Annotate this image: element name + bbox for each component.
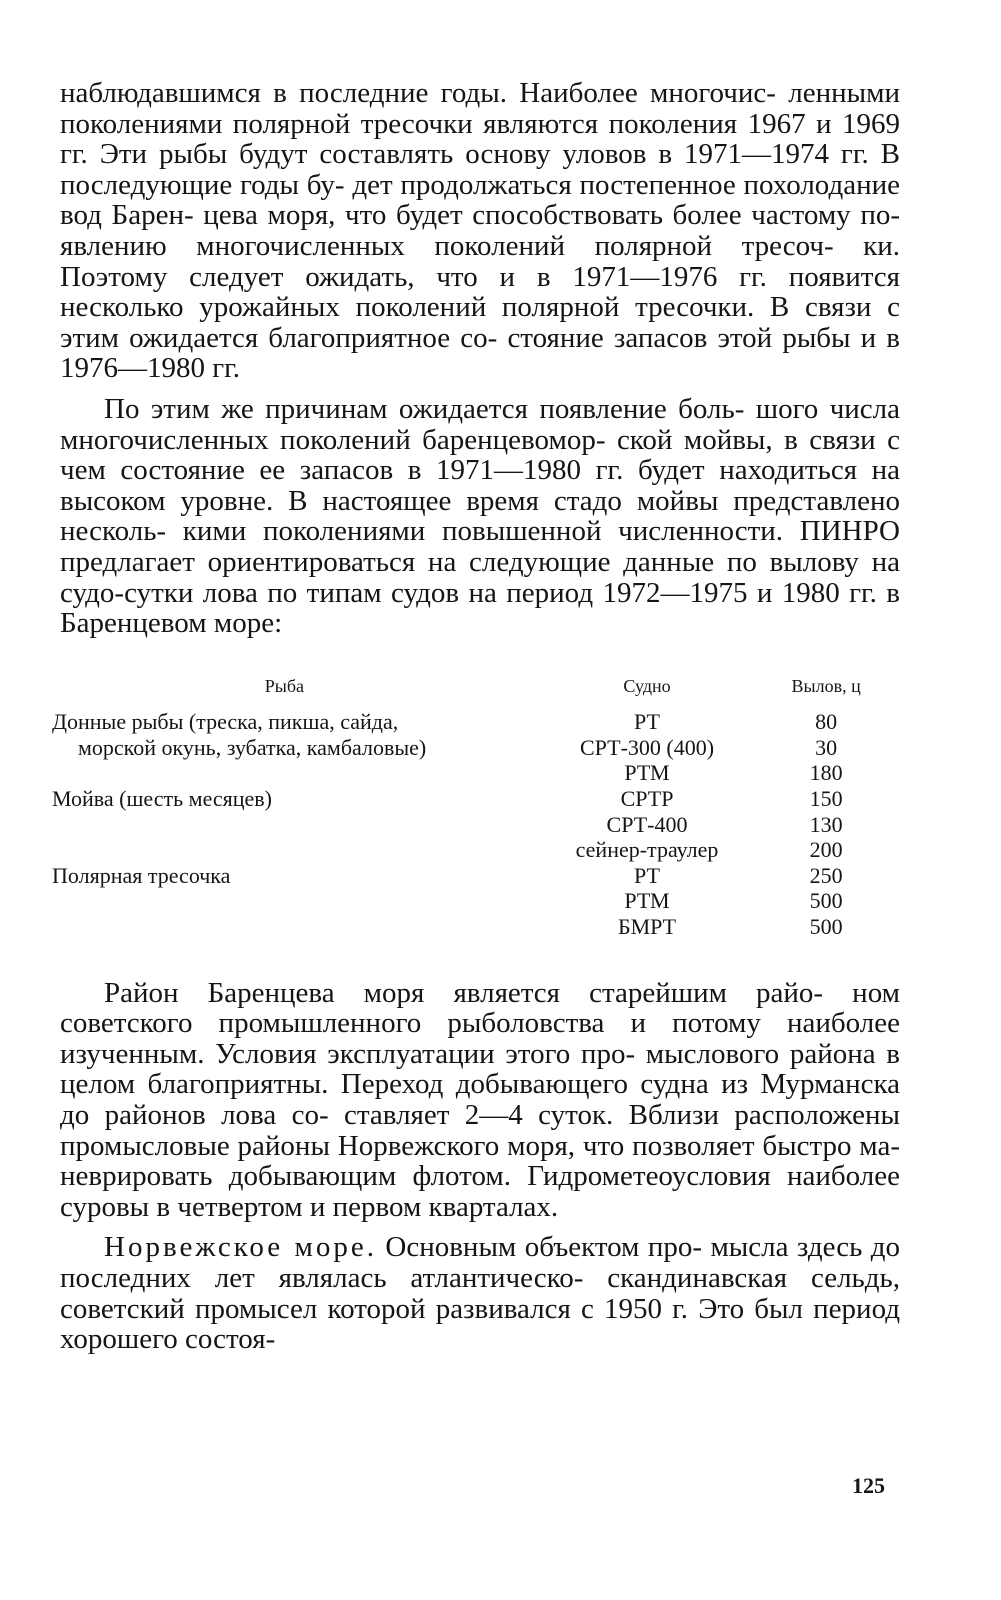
text-line: В настоящее время стадо мойвы представлено несколь- — [60, 484, 900, 548]
cell-fish: Полярная тресочка — [52, 862, 231, 888]
text-line: цева моря, что будет способствовать более частому по- — [203, 199, 900, 232]
header-catch: Вылов, ц — [791, 675, 861, 696]
text-line: дет продолжаться постепенное похолодание вод Барен- — [60, 168, 900, 232]
cell-vessel: РТМ — [624, 888, 670, 914]
cell-fish — [52, 837, 536, 863]
table-row — [52, 735, 894, 761]
cell-vessel: СРТР — [620, 786, 674, 812]
text-line: Основным объектом про- — [376, 1231, 703, 1264]
paragraph-barents-region — [60, 978, 900, 1223]
text-line: наиболее изученным. Условия эксплуатации этого про- — [60, 1007, 901, 1070]
cell-fish — [52, 812, 536, 838]
text-line: кими поколениями повышенной численности. ПИНРО — [182, 515, 901, 548]
header-vessel: Судно — [623, 675, 671, 696]
text-line: наблюдавшимся в последние годы. Наиболее многочис- — [60, 77, 776, 109]
text-line: Район Баренцева моря является старейшим райо- — [104, 976, 824, 1009]
table-row — [52, 760, 894, 786]
table-row — [52, 786, 894, 812]
cell-catch: 250 — [809, 862, 843, 888]
text-line: мысла здесь до последних лет являлась атлантическо- — [60, 1231, 900, 1294]
header-fish: Рыба — [264, 675, 305, 696]
text-line: стояние запасов этой рыбы и в 1976—1980 гг. — [60, 321, 900, 385]
paragraph-norwegian-sea — [60, 1232, 900, 1354]
cell-fish: Мойва (шесть месяцев) — [52, 786, 273, 812]
text-line: шого числа многочисленных поколений баренцевомор- — [60, 392, 901, 456]
cell-catch: 80 — [815, 709, 838, 735]
text-line: основу уловов в 1971—1974 гг. В последующие годы бу- — [60, 138, 900, 201]
text-line: ленными поколениями полярной тресочки являются — [60, 77, 900, 140]
table-row — [52, 888, 894, 914]
cell-catch: 500 — [809, 888, 843, 914]
text-line: ки. Поэтому следует ожидать, что и в 1971—1976 гг. — [60, 229, 901, 293]
cell-vessel: БМРТ — [617, 914, 677, 940]
table-header-row — [52, 673, 894, 710]
catch-rates-table — [52, 673, 894, 940]
text-line: поколения 1967 и 1969 гг. Эти рыбы будут составлять — [60, 107, 901, 171]
cell-catch: 150 — [809, 786, 843, 812]
text-line: добывающего судна из Мурманска до районов лова со- — [60, 1068, 901, 1131]
paragraph-polar-cod — [60, 78, 900, 384]
cell-catch: 30 — [815, 734, 838, 760]
cell-vessel: РТ — [634, 862, 660, 888]
paragraph-capelin — [60, 394, 900, 639]
cell-catch: 500 — [809, 914, 843, 940]
text-line: наиболее суровы в четвертом и первом кварталах. — [60, 1160, 901, 1223]
text-line: 1971—1980 гг. будет находиться на высоком уровне. — [60, 454, 901, 517]
cell-catch: 180 — [809, 760, 843, 786]
text-line: ставляет 2—4 суток. Вблизи расположены промысловые — [60, 1099, 901, 1162]
cell-fish: морской окунь, зубатка, камбаловые) — [78, 734, 427, 760]
section-heading-spaced: Норвежское море. — [104, 1231, 377, 1264]
cell-fish — [52, 914, 536, 940]
cell-vessel: сейнер-траулер — [575, 837, 719, 863]
text-line: ской мойвы, в связи с чем состояние ее запасов в — [60, 423, 901, 487]
text-line: вылову на судо-сутки лова по типам судов на период — [60, 545, 901, 609]
cell-vessel: РТ — [634, 709, 660, 735]
book-page — [52, 77, 901, 1356]
text-line: явлению многочисленных поколений полярной тресоч- — [60, 229, 834, 262]
cell-fish — [52, 888, 536, 914]
text-line: районы Норвежского моря, что позволяет быстро ма- — [237, 1129, 900, 1162]
table-row — [52, 914, 894, 940]
text-line: По этим же причинам ожидается появление боль- — [104, 392, 745, 425]
text-line: предлагает ориентироваться на следующие данные по — [60, 545, 757, 578]
text-line: тресочки. В связи с этим ожидается благоприятное со- — [60, 291, 900, 354]
text-line: 1972—1975 и 1980 гг. в Баренцевом море: — [60, 576, 900, 640]
cell-fish — [52, 760, 536, 786]
page-number: 125 — [852, 1473, 885, 1498]
cell-vessel: СРТ-400 — [606, 811, 688, 837]
table-row — [52, 812, 894, 838]
cell-catch: 200 — [809, 837, 843, 863]
text-line: мыслового района в целом благоприятны. Переход — [60, 1037, 900, 1101]
text-line: появится несколько урожайных поколений полярной — [60, 260, 900, 324]
text-line: неврировать добывающим флотом. Гидрометеоусловия — [60, 1160, 771, 1193]
table-row — [52, 709, 894, 735]
text-line: развивался с 1950 г. Это был период хорошего состоя- — [60, 1292, 900, 1356]
table-row — [52, 837, 894, 863]
cell-fish: Донные рыбы (треска, пикша, сайда, — [52, 709, 399, 735]
table-row — [52, 863, 894, 889]
cell-vessel: СРТ-300 (400) — [579, 734, 715, 760]
text-line: скандинавская сельдь, советский промысел которой — [60, 1261, 901, 1325]
text-line: ном советского промышленного рыболовства и потому — [60, 976, 900, 1040]
cell-catch: 130 — [809, 811, 843, 837]
cell-vessel: РТМ — [624, 760, 670, 786]
